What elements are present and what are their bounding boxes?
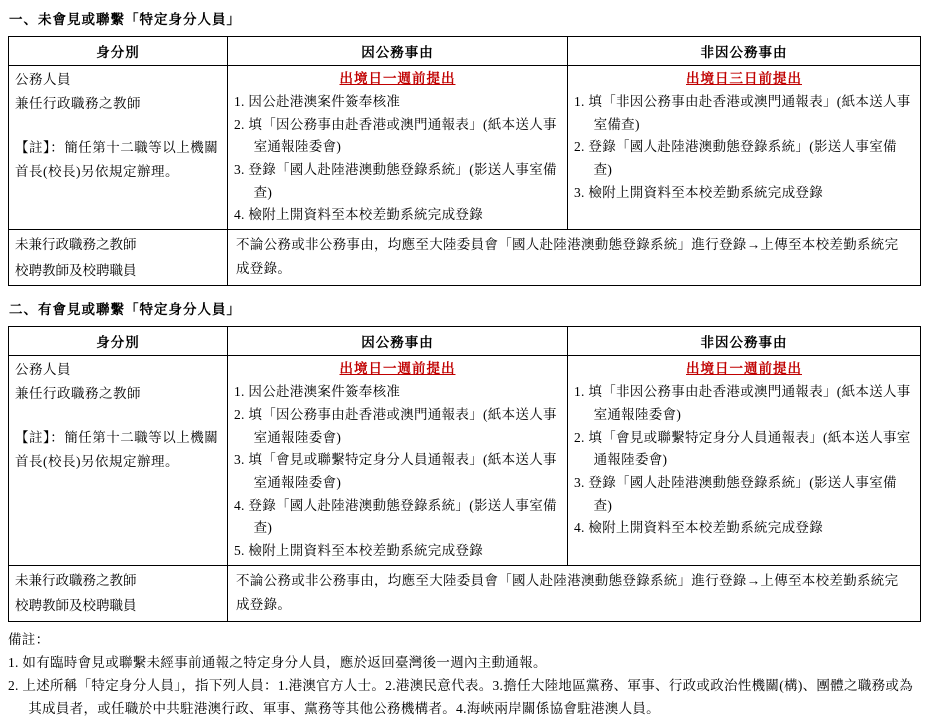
step-item: 2. 填「會見或聯繫特定身分人員通報表」(紙本送人事室通報陸委會): [574, 429, 911, 468]
step-item: 3. 登錄「國人赴陸港澳動態登錄系統」(影送人事室備查): [574, 474, 897, 513]
procedure-table-with-contact: [8, 326, 921, 622]
step-item: 5. 檢附上開資料至本校差勤系統完成登錄: [234, 542, 483, 558]
section-with-contact: [8, 296, 920, 622]
step-item: 3. 檢附上開資料至本校差勤系統完成登錄: [574, 184, 823, 200]
official-steps-cell: [228, 66, 568, 230]
identity-line: 公務人員: [15, 362, 71, 378]
step-item: 4. 檢附上開資料至本校差勤系統完成登錄: [574, 520, 823, 536]
step-item: 4. 登錄「國人赴陸港澳動態登錄系統」(影送人事室備查): [234, 497, 557, 536]
step-item: 1. 因公赴港澳案件簽奉核准: [234, 93, 401, 109]
procedure-table-no-contact: [8, 36, 921, 286]
step-item: 1. 因公赴港澳案件簽奉核准: [234, 384, 401, 400]
non-official-steps-cell: [568, 66, 921, 230]
non-official-steps-cell: [568, 356, 921, 565]
identity-line: 兼任行政職務之教師: [15, 386, 141, 402]
table-header-row: [9, 37, 921, 66]
identity-cell: [9, 66, 228, 230]
col-header-official: 因公務事由: [228, 37, 568, 66]
identity-line: 未兼行政職務之教師: [15, 236, 137, 252]
step-item: 4. 檢附上開資料至本校差勤系統完成登錄: [234, 207, 483, 223]
instruction-cell: 不論公務或非公務事由，均應至大陸委員會「國人赴陸港澳動態登錄系統」進行登錄→上傳至本校差勤系統完成登錄。: [228, 565, 921, 621]
notes-label: 備註：: [8, 631, 50, 647]
instruction-cell: 不論公務或非公務事由，均應至大陸委員會「國人赴陸港澳動態登錄系統」進行登錄→上傳至本校差勤系統完成登錄。: [228, 229, 921, 285]
step-item: 1. 填「非因公務事由赴香港或澳門通報表」(紙本送人事室備查): [574, 93, 911, 132]
table-row: [9, 229, 921, 285]
deadline-heading: 出境日三日前提出: [686, 71, 802, 86]
official-steps-cell: [228, 356, 568, 565]
step-item: 2. 填「因公務事由赴香港或澳門通報表」(紙本送人事室通報陸委會): [234, 116, 557, 155]
identity-cell: [9, 565, 228, 621]
table-header-row: [9, 327, 921, 356]
step-item: 3. 填「會見或聯繫特定身分人員通報表」(紙本送人事室通報陸委會): [234, 452, 557, 490]
note-item: 2. 上述所稱「特定身分人員」，指下列人員：1.港澳官方人士。2.港澳民意代表。3.擔任大陸地區黨務、軍事、行政或政治性機關(構)、團體之職務或為其成員者，或任職於中共駐港澳行政、軍事、黨務等其他公務機構者。4.海峽兩岸關係協會駐港澳人員。: [8, 677, 914, 716]
identity-cell: [9, 229, 228, 285]
identity-line: 兼任行政職務之教師: [15, 96, 141, 112]
step-item: 2. 登錄「國人赴陸港澳動態登錄系統」(影送人事室備查): [574, 139, 897, 177]
identity-cell: [9, 356, 228, 565]
col-header-official: 因公務事由: [228, 327, 568, 356]
step-item: 2. 填「因公務事由赴香港或澳門通報表」(紙本送人事室通報陸委會): [234, 406, 557, 445]
col-header-identity: 身分別: [9, 37, 228, 66]
col-header-non-official: 非因公務事由: [568, 327, 921, 356]
col-header-non-official: 非因公務事由: [568, 37, 921, 66]
identity-line: 公務人員: [15, 72, 71, 87]
table-row: [9, 565, 921, 621]
section-no-contact: [8, 6, 920, 286]
notes: [8, 629, 920, 721]
step-item: 3. 登錄「國人赴陸港澳動態登錄系統」(影送人事室備查): [234, 161, 557, 200]
section-title-1: 一、未會見或聯繫「特定身分人員」: [9, 12, 241, 27]
identity-line: 校聘教師及校聘職員: [15, 262, 137, 278]
identity-line: 校聘教師及校聘職員: [15, 598, 137, 614]
section-title-2: 二、有會見或聯繫「特定身分人員」: [9, 302, 241, 318]
table-row: [9, 66, 921, 230]
deadline-heading: 出境日一週前提出: [686, 361, 802, 377]
identity-note: 【註】：簡任第十二職等以上機關首長(校長)另依規定辦理。: [15, 140, 219, 180]
table-row: [9, 356, 921, 565]
identity-line: 未兼行政職務之教師: [15, 572, 137, 588]
note-item: 1. 如有臨時會見或聯繫未經事前通報之特定身分人員，應於返回臺灣後一週內主動通報。: [8, 654, 547, 670]
col-header-identity: 身分別: [9, 327, 228, 356]
deadline-heading: 出境日一週前提出: [339, 361, 456, 377]
identity-note: 【註】：簡任第十二職等以上機關首長(校長)另依規定辦理。: [15, 430, 219, 470]
deadline-heading: 出境日一週前提出: [339, 71, 456, 86]
step-item: 1. 填「非因公務事由赴香港或澳門通報表」(紙本送人事室通報陸委會): [574, 384, 911, 422]
